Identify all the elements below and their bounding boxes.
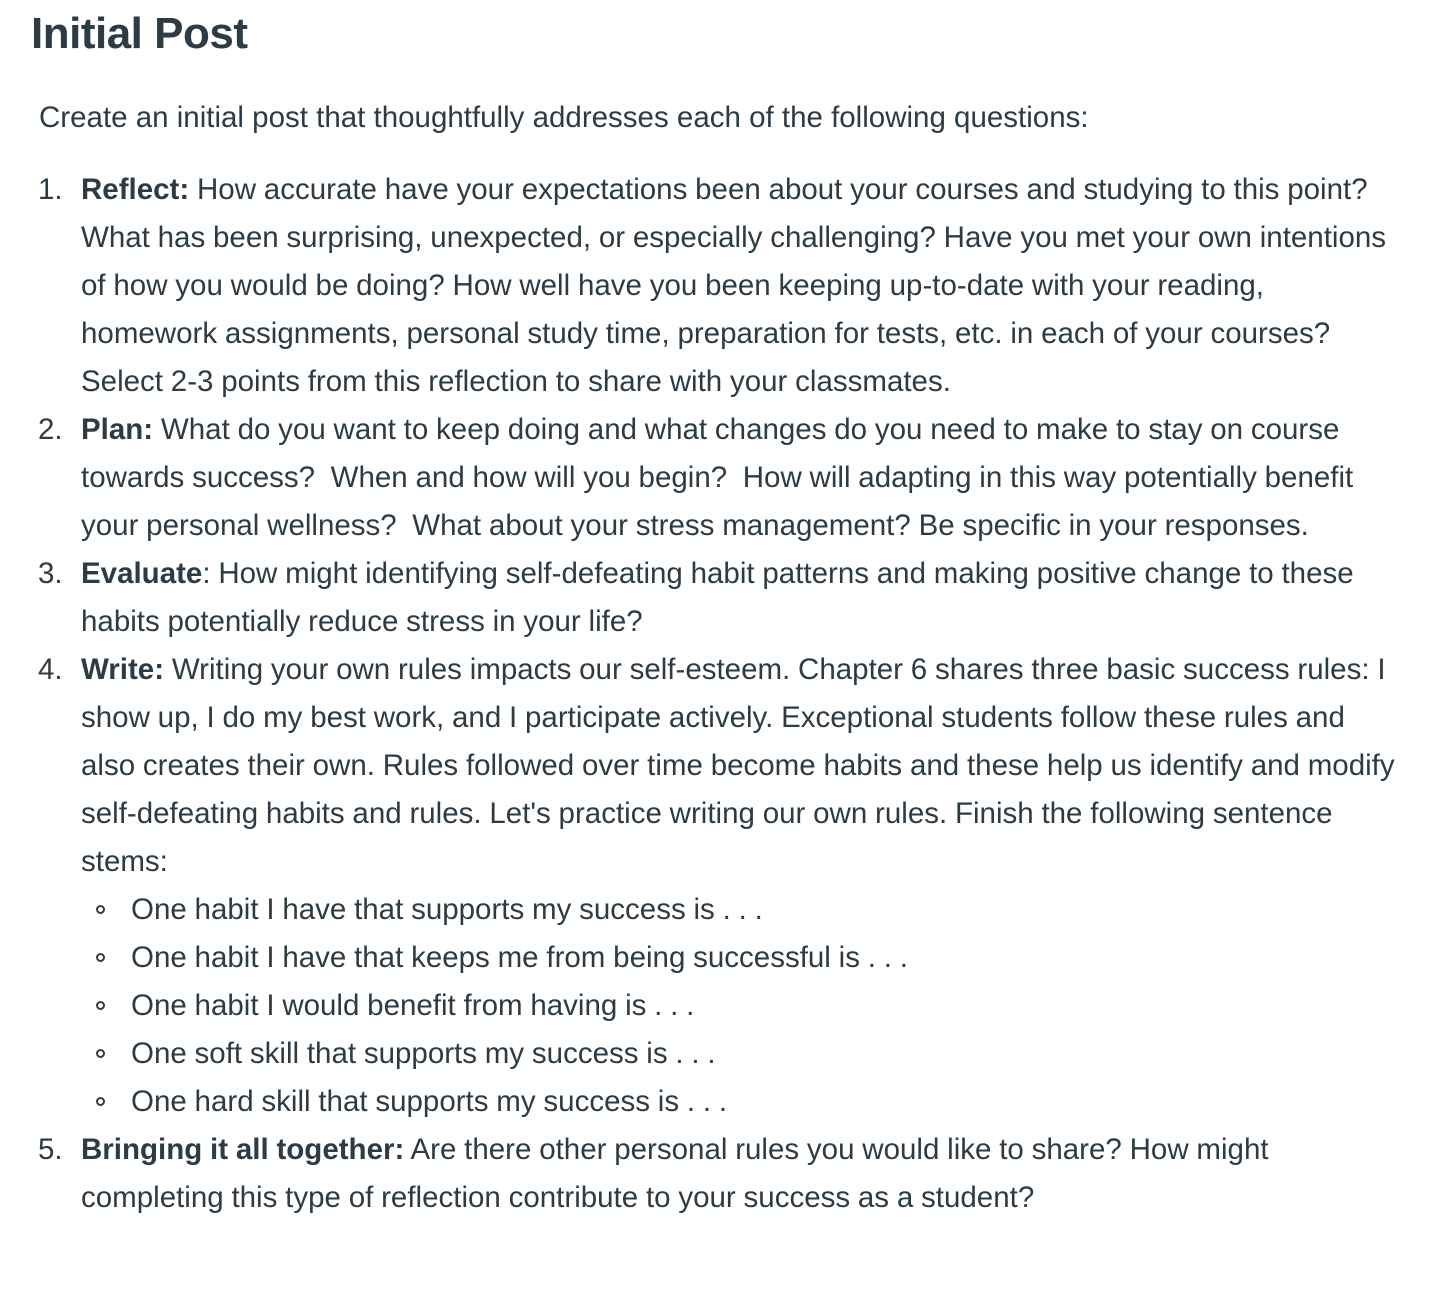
question-item-bringing-together [0,1126,1438,1222]
question-number: 3. [38,557,63,590]
question-item-reflect [0,166,1438,406]
question-item-evaluate [0,550,1438,646]
question-label: Reflect: [81,173,190,206]
sentence-stem-text: One hard skill that supports my success is . . . [131,1085,728,1118]
sentence-stem-list [81,886,1404,1126]
circle-bullet-icon [96,905,105,914]
sentence-stem-item [81,886,1404,934]
sentence-stem-text: One habit I would benefit from having is . . . [131,989,695,1022]
intro-text: Create an initial post that thoughtfully addresses each of the following questions: [39,101,1089,134]
circle-bullet-icon [96,953,105,962]
circle-bullet-icon [96,1097,105,1106]
sentence-stem-item [81,1078,1404,1126]
question-item-plan [0,406,1438,550]
question-number: 1. [38,173,63,206]
question-text: What do you want to keep doing and what changes do you need to make to stay on course towards success? When and how will you begin? How will adapting in this way potentially benefit your personal wellness? What about your stress management? Be specific in your responses. [81,413,1354,542]
question-label: Write: [81,653,165,686]
question-item-write [0,646,1438,1126]
question-number: 2. [38,413,63,446]
question-number: 5. [38,1133,63,1166]
sentence-stem-item [81,982,1404,1030]
sentence-stem-text: One habit I have that keeps me from being successful is . . . [131,941,908,974]
page-title: Initial Post [31,9,248,58]
circle-bullet-icon [96,1049,105,1058]
question-label: Evaluate [81,557,203,590]
sentence-stem-item [81,934,1404,982]
question-label: Plan: [81,413,154,446]
question-number: 4. [38,653,63,686]
question-text: How accurate have your expectations been about your courses and studying to this point? What has been surprising, unexpected, or especially challenging? Have you met your own intentions of how you would be doing? How well have you been keeping up-to-date with your reading, homework assignments, personal study time, preparation for tests, etc. in each of your courses? Select 2-3 points from this reflection to share with your classmates. [81,173,1387,398]
question-text: Are there other personal rules you would like to share? How might completing this type of reflection contribute to your success as a student? [81,1133,1269,1214]
sentence-stem-item [81,1030,1404,1078]
sentence-stem-text: One soft skill that supports my success is . . . [131,1037,716,1070]
question-text: : How might identifying self-defeating habit patterns and making positive change to these habits potentially reduce stress in your life? [81,557,1354,638]
circle-bullet-icon [96,1001,105,1010]
question-label: Bringing it all together: [81,1133,405,1166]
question-text: Writing your own rules impacts our self-esteem. Chapter 6 shares three basic success rules: I show up, I do my best work, and I participate actively. Exceptional students follow these rules and also creates their own. Rules followed over time become habits and these help us identify and modify self-defeating habits and rules. Let's practice writing our own rules. Finish the following sentence stems: [81,653,1395,878]
question-list [0,166,1438,1222]
sentence-stem-text: One habit I have that supports my success is . . . [131,893,763,926]
